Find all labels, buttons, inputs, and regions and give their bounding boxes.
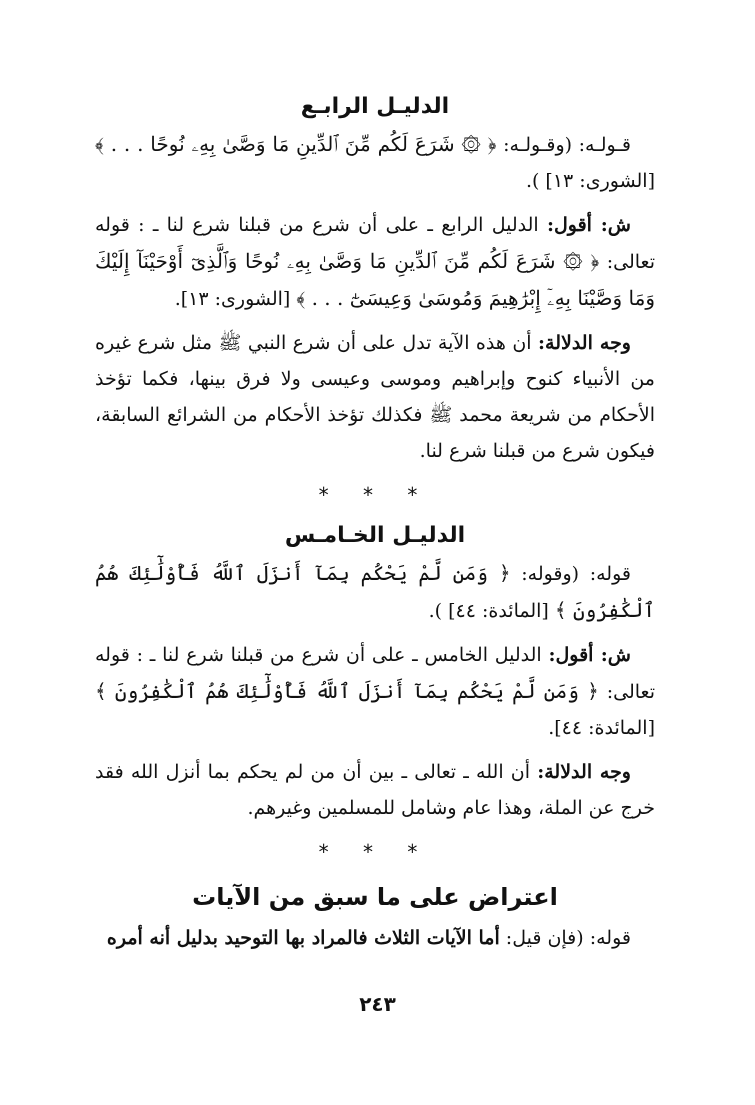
sharh-label: ش: أقول: bbox=[548, 644, 631, 666]
section-separator: * * * bbox=[318, 840, 432, 864]
sharh-text: الدليل الرابع ـ على أن شرع من قبلنا شرع لنا ـ : قوله تعالى: bbox=[95, 214, 655, 273]
evidence-label: وجه الدلالة: bbox=[537, 761, 631, 783]
verse-reference: [المائدة: ٤٤] ). bbox=[428, 600, 549, 622]
sharh-paragraph bbox=[95, 637, 655, 746]
evidence-text: أن هذه الآية تدل على أن شرع النبي ﷺ مثل شرع غيره من الأنبياء كنوح وإبراهيم وموسى وعيسى ولا فرق بينها، فكما تؤخذ الأحكام من شريعة محمد ﷺ فكذلك تؤخذ الأحكام من الشرائع السابقة، فيكون شرع من قبلنا شرع لنا. bbox=[95, 332, 655, 462]
evidence-paragraph bbox=[95, 325, 655, 469]
quran-verse: ﴿ وَمَن لَّمْ يَحْكُم بِمَآ أَنزَلَ ٱللَّهُ فَأُوْلَٰٓئِكَ هُمُ ٱلْكَٰفِرُونَ ﴾ bbox=[95, 679, 599, 703]
quote-intro: قوله: (وقوله: bbox=[521, 563, 631, 585]
section-heading-fifth-proof: الدليـل الخـامـس bbox=[284, 523, 466, 548]
evidence-paragraph bbox=[95, 754, 655, 826]
quran-verse: ﴿ ۞ شَرَعَ لَكُم مِّنَ ٱلدِّينِ مَا وَصَّىٰ بِهِۦ نُوحًا . . . ﴾ bbox=[95, 132, 497, 156]
page-number: ٢٤٣ bbox=[359, 992, 396, 1016]
verse-reference: [الشورى: ١٣] ). bbox=[525, 170, 655, 192]
evidence-label: وجه الدلالة: bbox=[538, 332, 631, 354]
objection-intro: قوله: (فإن قيل: bbox=[505, 927, 631, 949]
sharh-text: الدليل الخامس ـ على أن شرع من قبلنا شرع لنا ـ : قوله تعالى: bbox=[95, 644, 656, 703]
sharh-paragraph bbox=[95, 207, 655, 317]
quote-intro: قـولـه: (وقـولـه: bbox=[503, 134, 632, 156]
section-heading-fourth-proof: الدليـل الرابـع bbox=[300, 94, 450, 119]
evidence-text: أن الله ـ تعالى ـ بين أن من لم يحكم بما أنزل الله فقد خرج عن الملة، وهذا عام وشامل للمسلمين وغيرهم. bbox=[95, 761, 655, 819]
quran-verse: ﴿ ۞ شَرَعَ لَكُم مِّنَ ٱلدِّينِ مَا وَصَّىٰ بِهِۦ نُوحًا وَٱلَّذِىٓ أَوْحَيْنَآ إِلَيْكَ وَمَا وَصَّيْنَا بِهِۦٓ إِبْرَٰهِيمَ وَمُوسَىٰ وَعِيسَىٰٓ . . . ﴾ bbox=[95, 249, 655, 310]
quote-paragraph bbox=[95, 126, 655, 199]
section-separator: * * * bbox=[318, 483, 432, 507]
section-heading-objection: اعتراض على ما سبق من الآيات bbox=[192, 883, 558, 911]
verse-reference: [الشورى: ١٣]. bbox=[174, 288, 291, 310]
quote-paragraph bbox=[95, 555, 655, 629]
quran-verse: ﴿ وَمَن لَّمْ يَحْكُم بِمَآ أَنزَلَ ٱللَّهُ فَأُوْلَٰٓئِكَ هُمُ ٱلْكَٰفِرُونَ ﴾ bbox=[95, 561, 655, 622]
sharh-label: ش: أقول: bbox=[546, 214, 631, 236]
verse-reference: [المائدة: ٤٤]. bbox=[548, 717, 655, 739]
objection-text: أما الآيات الثلاث فالمراد بها التوحيد بدليل أنه أمره bbox=[106, 927, 500, 949]
page-body bbox=[95, 80, 655, 956]
objection-paragraph bbox=[95, 920, 655, 956]
